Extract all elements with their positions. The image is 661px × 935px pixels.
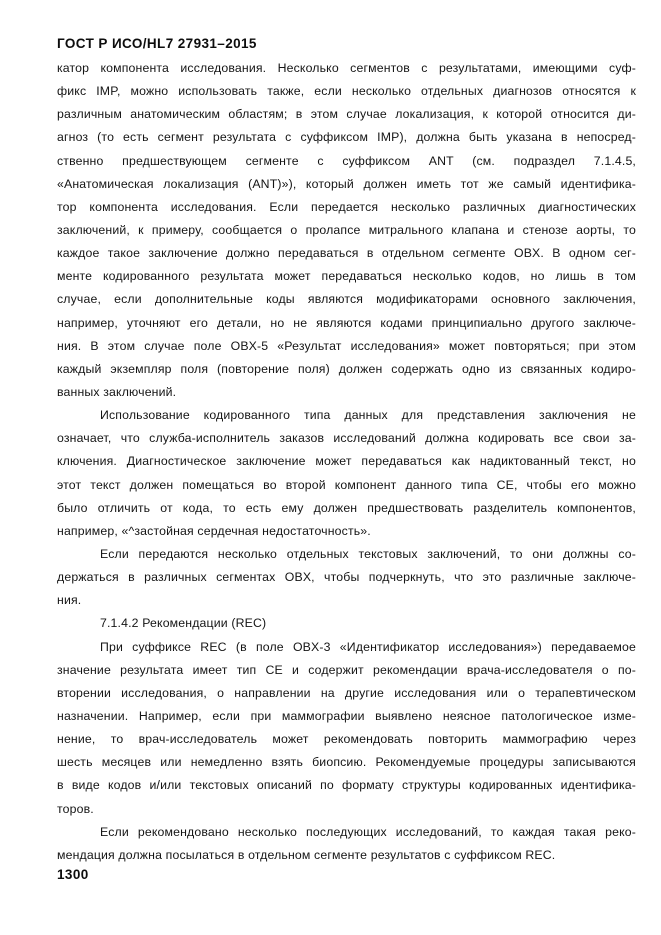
text-line: менте кодированного результата может передаваться несколько кодов, но лишь в том	[57, 269, 636, 284]
text-line: значение результата имеет тип CE и содержит рекомендации врача-исследователя о по-	[57, 662, 636, 677]
text-line: шесть месяцев или немедленно взять биопсию. Рекомендуемые процедуры записываются	[57, 755, 636, 770]
page-number: 1300	[57, 867, 89, 882]
text-line: 7.1.4.2 Рекомендации (REC)	[100, 616, 267, 631]
text-line: назначении. Например, если при маммографии выявлено неясное патологическое изме-	[57, 708, 636, 723]
text-line: нение, то врач-исследователь может рекомендовать повторить маммографию через	[57, 732, 636, 747]
text-line: каждый экземпляр поля (повторение поля) должен содержать одно из связанных кодиро-	[57, 361, 636, 376]
text-line: ственно предшествующем сегменте с суффиксом ANT (см. подраздел 7.1.4.5,	[57, 153, 636, 168]
text-line: Если рекомендовано несколько последующих исследований, то каждая такая реко-	[100, 824, 636, 839]
text-line: ключения. Диагностическое заключение может передаваться как надиктованный текст, но	[57, 454, 636, 469]
text-line: этот текст должен помещаться во второй компонент данного типа CE, чтобы его можно	[57, 477, 636, 492]
text-line: каждое такое заключение должно передаваться в отдельном сегменте OBX. В одном сег-	[57, 246, 636, 261]
text-line: например, «^застойная сердечная недостаточность».	[57, 523, 371, 538]
text-line: вторении исследования, о направлении на другие исследования или о терапевтическом	[57, 685, 636, 700]
text-line: ния.	[57, 593, 82, 608]
text-line: тор компонента исследования. Если передается несколько различных диагностических	[57, 199, 636, 214]
text-line: в виде кодов и/или текстовых описаний по формату структуры кодированных идентифика-	[57, 778, 636, 793]
text-line: фикс IMP, можно использовать также, если несколько отдельных диагнозов относятся к	[57, 84, 636, 99]
document-body	[57, 57, 636, 867]
text-line: означает, что служба-исполнитель заказов исследований должна кодировать все свои за-	[57, 431, 636, 446]
text-line: Использование кодированного типа данных для представления заключения не	[100, 408, 636, 423]
text-line: При суффиксе REC (в поле OBX-3 «Идентификатор исследования») передаваемое	[100, 639, 636, 654]
text-line: «Анатомическая локализация (ANT)»), который должен иметь тот же самый идентифика-	[57, 176, 636, 191]
text-line: ния. В этом случае поле OBX-5 «Результат исследования» может повторяться; при этом	[57, 338, 636, 353]
document-header: ГОСТ Р ИСО/HL7 27931–2015	[57, 36, 257, 51]
text-line: случае, если дополнительные коды являются модификаторами основного заключения,	[57, 292, 636, 307]
text-line: катор компонента исследования. Несколько сегментов с результатами, имеющими суф-	[57, 61, 636, 75]
text-line: мендация должна посылаться в отдельном сегменте результатов с суффиксом REC.	[57, 847, 556, 862]
text-line: агноз (то есть сегмент результата с суффиксом IMP), должна быть указана в непосред-	[57, 130, 636, 145]
text-line: ванных заключений.	[57, 384, 177, 399]
text-line: например, уточняют его детали, но не являются кодами принципиально другого заключе-	[57, 315, 636, 330]
text-line: заключений, к примеру, сообщается о пролапсе митрального клапана и стенозе аорты, то	[57, 222, 636, 237]
text-line: было отличить от кода, то есть ему должен предшествовать разделитель компонентов,	[57, 500, 636, 515]
text-line: Если передаются несколько отдельных текстовых заключений, то они должны со-	[100, 546, 636, 561]
text-line: держаться в различных сегментах OBX, чтобы подчеркнуть, что это различные заключе-	[57, 570, 636, 585]
text-line: различным анатомическим областям; в этом случае локализация, к которой относится ди-	[57, 107, 636, 122]
text-line: торов.	[57, 801, 94, 816]
